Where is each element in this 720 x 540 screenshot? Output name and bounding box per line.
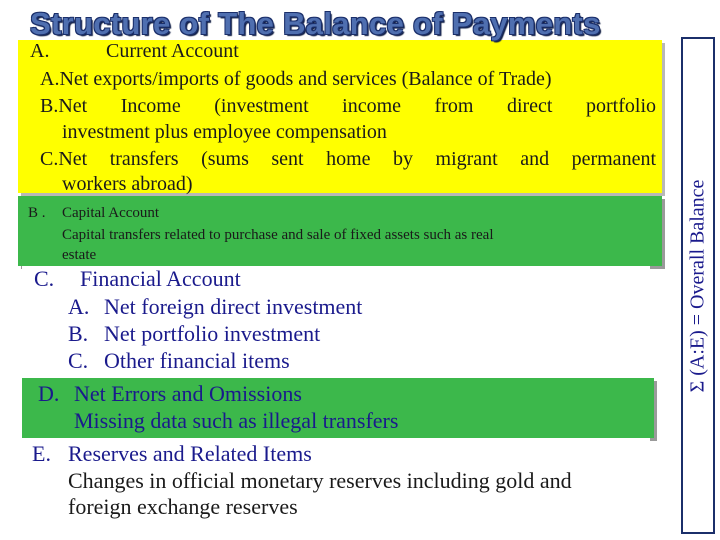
current-account-item-a: A.Net exports/imports of goods and services (Balance of Trade): [40, 68, 552, 90]
current-account-item-c: C.Net transfers (sums sent home by migrant and permanent: [40, 148, 656, 170]
reserves-description: Changes in official monetary reserves including gold and: [68, 468, 572, 493]
current-account-marker: A.: [30, 40, 50, 62]
current-account-item-b-cont: investment plus employee compensation: [62, 121, 387, 143]
errors-omissions-description: Missing data such as illegal transfers: [74, 408, 399, 433]
capital-account-marker: B .: [28, 205, 46, 221]
financial-item-b-marker: B.: [68, 321, 89, 346]
financial-account-heading: Financial Account: [80, 266, 241, 291]
financial-item-a-label: Net foreign direct investment: [104, 294, 363, 319]
reserves-description-cont: foreign exchange reserves: [68, 494, 298, 519]
capital-account-heading: Capital Account: [62, 205, 160, 221]
errors-omissions-heading: Net Errors and Omissions: [74, 381, 302, 406]
financial-item-b-label: Net portfolio investment: [104, 321, 321, 346]
slide-title: Structure of The Balance of Payments: [30, 6, 601, 41]
financial-account-marker: C.: [34, 266, 55, 291]
financial-item-c-label: Other financial items: [104, 348, 290, 373]
current-account-item-b: B.Net Income (investment income from direct portfolio: [40, 95, 656, 117]
current-account-item-c-cont: workers abroad): [62, 173, 193, 195]
reserves-heading: Reserves and Related Items: [68, 441, 312, 466]
capital-account-description-cont: estate: [62, 247, 97, 263]
current-account-heading: Current Account: [106, 40, 239, 62]
overall-balance-label: Σ (A:E) = Overall Balance: [686, 179, 709, 393]
errors-omissions-marker: D.: [38, 381, 60, 406]
financial-item-c-marker: C.: [68, 348, 89, 373]
capital-account-description: Capital transfers related to purchase and sale of fixed assets such as real: [62, 227, 494, 243]
reserves-marker: E.: [32, 441, 51, 466]
financial-item-a-marker: A.: [68, 294, 90, 319]
